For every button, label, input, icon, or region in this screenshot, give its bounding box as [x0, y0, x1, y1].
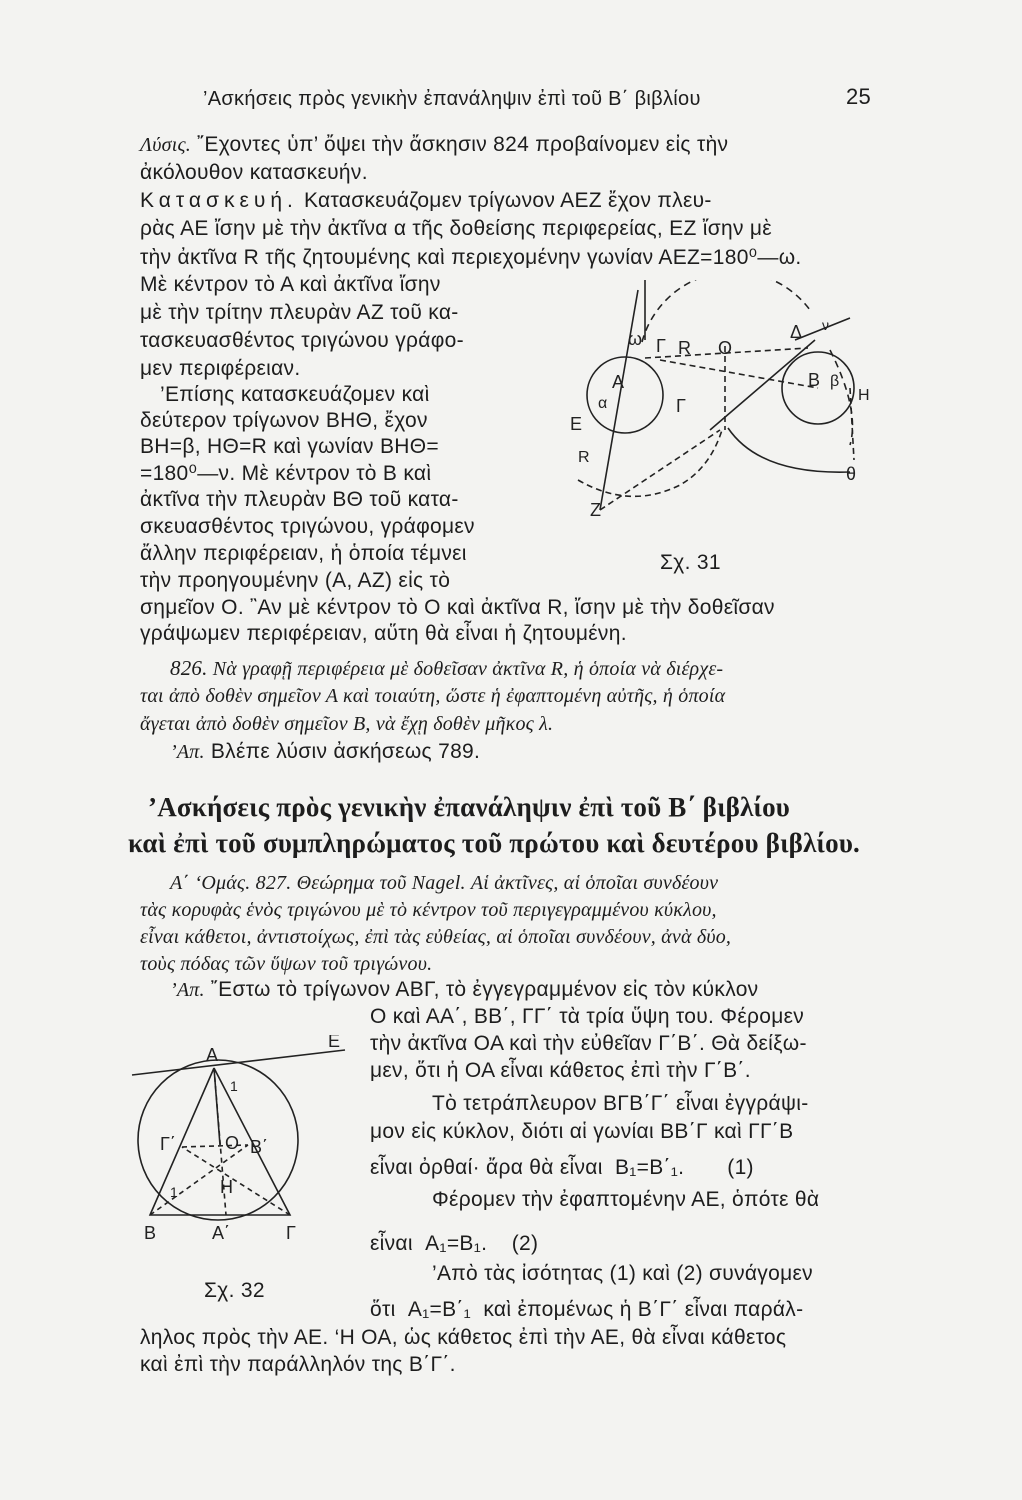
fig32-label-B: Β — [144, 1223, 157, 1243]
line — [170, 656, 723, 681]
line: ΒΗ=β, ΗΘ=R καὶ γωνίαν ΒΗΘ= — [140, 435, 439, 458]
fig31-label-nu: ν — [822, 317, 829, 333]
fig31-label-H: Η — [858, 387, 870, 404]
line: Α΄ ‘Ομάς. 827. Θεώρημα τοῦ Nagel. Αἱ ἀκτῖνες, αἱ ὁποῖαι συνδέουν — [170, 872, 719, 894]
tangent-AE — [132, 1050, 345, 1075]
line: ἀκτῖνα τὴν πλευρὰν ΒΘ τοῦ κατα- — [140, 488, 459, 511]
fig31-label-R-top: R — [678, 338, 691, 358]
line: ἀκόλουθον κατασκευήν. — [140, 161, 368, 184]
line: ρὰς ΑΕ ἴσην μὲ τὴν ἀκτῖνα α τῆς δοθείσης περιφερείας, ΕΖ ἴσην μὲ — [140, 217, 772, 240]
line: τοὺς πόδας τῶν ὕψων τοῦ τριγώνου. — [140, 953, 433, 975]
line: μεν, ὅτι ἡ ΟΑ εἶναι κάθετος ἐπὶ τὴν Γ΄Β΄. — [370, 1059, 751, 1082]
circle-o-arc — [642, 280, 810, 342]
line — [370, 1232, 538, 1256]
fig32-label-G-prime: Γ΄ — [160, 1134, 176, 1154]
line: γράψωμεν περιφέρειαν, αὕτη θὰ εἶναι ἡ ζητουμένη. — [140, 622, 627, 645]
line: τὰς κορυφὰς ἑνὸς τριγώνου μὲ τὸ κέντρον τοῦ περιγεγραμμένου κύκλου, — [140, 899, 717, 921]
line — [170, 978, 758, 1002]
equation-3: A₁=B΄₁ — [407, 1298, 472, 1321]
section-title-line1: ’Ασκήσεις πρὸς γενικὴν ἐπανάληψιν ἐπὶ τοῦ Β΄ βιβλίου — [148, 792, 791, 822]
line: δεύτερον τρίγωνον ΒΗΘ, ἔχον — [140, 409, 428, 432]
answer-label: ’Απ. — [170, 741, 205, 763]
equation-2-number: (2) — [511, 1232, 539, 1255]
fig31-label-Z: Ζ — [590, 500, 601, 520]
page-number: 25 — [846, 84, 872, 109]
fig31-label-alpha: α — [598, 395, 608, 412]
line — [170, 740, 480, 764]
fig32-label-A-prime: Α΄ — [212, 1223, 230, 1243]
line: Φέρομεν τὴν ἐφαπτομένην ΑΕ, ὁπότε θὰ — [432, 1188, 820, 1211]
figure-32-caption: Σχ. 32 — [204, 1279, 265, 1302]
fig31-label-E: Ε — [570, 414, 583, 434]
line: σημεῖον Ο. ῍Αν μὲ κέντρον τὸ Ο καὶ ἀκτῖνα R, ἴσην μὲ τὴν δοθεῖσαν — [140, 596, 775, 619]
fig31-label-B: Β — [808, 370, 821, 390]
line: μὲ τὴν τρίτην πλευρὰν ΑΖ τοῦ κα- — [140, 301, 459, 324]
fig32-label-H: Η — [220, 1177, 233, 1197]
line-dash-3 — [660, 360, 821, 390]
fig31-label-theta: θ — [846, 464, 857, 484]
line: Ο καὶ ΑΑ΄, ΒΒ΄, ΓΓ΄ τὰ τρία ὕψη του. Φέρομεν — [370, 1005, 805, 1028]
line: ται ἀπὸ δοθὲν σημεῖον Α καὶ τοιαύτη, ὥστε ἡ ἐφαπτομένη αὐτῆς, ἡ ὁποία — [140, 685, 726, 707]
fig32-label-O: Ο — [225, 1133, 240, 1153]
circle-bth-arc — [728, 428, 850, 472]
figure-31-caption: Σχ. 31 — [660, 551, 721, 574]
line: σκευασθέντος τριγώνου, γράφομεν — [140, 515, 475, 538]
figure-31 — [560, 280, 890, 525]
line: μεν περιφέρειαν. — [140, 357, 301, 380]
fig31-label-gamma: Γ — [656, 336, 666, 356]
line: τὴν ἀκτῖνα R τῆς ζητουμένης καὶ περιεχομένην γωνίαν ΑΕΖ=180⁰—ω. — [140, 246, 802, 269]
line-text: ῎Εστω τὸ τρίγωνον ΑΒΓ, τὸ ἐγγεγραμμένον εἰς τὸν κύκλον — [210, 978, 759, 1001]
line-text: εἶναι — [370, 1232, 413, 1255]
line: τὴν προηγουμένην (Α, ΑΖ) εἰς τὸ — [140, 569, 451, 592]
running-header-title: ’Ασκήσεις πρὸς γενικὴν ἐπανάληψιν ἐπὶ τοῦ Β΄ βιβλίου — [203, 88, 701, 110]
line: τασκευασθέντος τριγώνου γράφο- — [140, 329, 464, 352]
figure-32 — [130, 1035, 360, 1245]
line — [370, 1298, 803, 1322]
line-text: ῎Εχοντες ὑπ’ ὄψει τὴν ἄσκησιν 824 προβαίνομεν εἰς τὴν — [197, 133, 729, 156]
line: ’Απὸ τὰς ἰσότητας (1) καὶ (2) συνάγομεν — [432, 1262, 813, 1285]
fig32-label-A: Α — [206, 1045, 219, 1065]
line-text: Κατασκευάζομεν τρίγωνον ΑΕΖ ἔχον πλευ- — [304, 189, 712, 212]
fig31-label-Delta: Δ — [790, 322, 803, 342]
fig32-label-E: Ε — [328, 1035, 341, 1051]
equation-1-number: (1) — [727, 1156, 754, 1179]
fig31-label-R-left: R — [578, 449, 590, 466]
fig32-label-one-left: 1 — [170, 1184, 178, 1200]
fig31-label-A: Α — [612, 372, 625, 392]
line-text: Βλέπε λύσιν ἀσκήσεως 789. — [210, 740, 481, 763]
line-text: Νὰ γραφῇ περιφέρεια μὲ δοθεῖσαν ἀκτῖνα R, ἡ ὁποία νὰ διέρχε- — [212, 658, 724, 680]
line: τὴν ἀκτῖνα ΟΑ καὶ τὴν εὐθεῖαν Γ΄Β΄. Θὰ δείξω- — [370, 1032, 807, 1055]
equation-1: B₁=B΄₁. — [614, 1156, 685, 1179]
line: ’Επίσης κατασκευάζομεν καὶ — [160, 383, 430, 406]
line: ἄλλην περιφέρειαν, ἡ ὁποία τέμνει — [140, 542, 467, 565]
line-dash-1 — [600, 430, 720, 510]
fig31-label-beta: β — [830, 373, 840, 390]
fig31-label-omega: ω — [628, 329, 643, 349]
fig31-label-Gamma2: Γ — [676, 396, 686, 416]
line — [370, 1156, 754, 1180]
fig32-label-G: Γ — [286, 1223, 296, 1243]
line: =180⁰—ν. Μὲ κέντρον τὸ Β καὶ — [140, 462, 432, 485]
construction-label: Κατασκευή. — [140, 189, 298, 212]
line: ἄγεται ἀπὸ δοθὲν σημεῖον Β, νὰ ἔχῃ δοθὲν μῆκος λ. — [140, 713, 554, 735]
line: εἶναι κάθετοι, ἀντιστοίχως, ἐπὶ τὰς εὐθείας, αἱ ὁποῖαι συνδέουν, ἀνὰ δύο, — [140, 926, 732, 948]
line-text: καὶ ἐπομένως ἡ Β΄Γ΄ εἶναι παράλ- — [483, 1298, 804, 1321]
line: Μὲ κέντρον τὸ Α καὶ ἀκτῖνα ἴσην — [140, 273, 441, 296]
line: μον εἰς κύκλον, διότι αἱ γωνίαι ΒΒ΄Γ καὶ ΓΓ΄Β — [370, 1120, 794, 1143]
answer-label: ’Απ. — [170, 979, 205, 1001]
line: Τὸ τετράπλευρον ΒΓΒ΄Γ΄ εἶναι ἐγγράψι- — [432, 1092, 809, 1115]
exercise-number: 826. — [170, 656, 208, 680]
line: καὶ ἐπὶ τὴν παράλληλόν της Β΄Γ΄. — [140, 1353, 456, 1376]
line — [140, 189, 712, 213]
line-text: ὅτι — [370, 1298, 396, 1321]
fig32-label-B-prime: Β΄ — [250, 1137, 268, 1157]
line: ληλος πρὸς τὴν ΑΕ. ‘Η ΟΑ, ὡς κάθετος ἐπὶ τὴν ΑΕ, θὰ εἶναι κάθετος — [140, 1326, 787, 1349]
fig31-label-O: O — [718, 338, 733, 358]
line — [140, 133, 728, 157]
circle-az-arc — [578, 430, 722, 496]
fig32-label-one-top: 1 — [230, 1078, 238, 1094]
section-title-line2: καὶ ἐπὶ τοῦ συμπληρώματος τοῦ πρώτου καὶ δευτέρου βιβλίου. — [128, 828, 860, 858]
equation-2: A₁=B₁. — [425, 1232, 488, 1255]
circle-o-arc-right — [830, 350, 853, 445]
line-text: εἶναι ὀρθαί· ἄρα θὰ εἶναι — [370, 1156, 603, 1179]
solution-label: Λύσις. — [140, 134, 191, 156]
